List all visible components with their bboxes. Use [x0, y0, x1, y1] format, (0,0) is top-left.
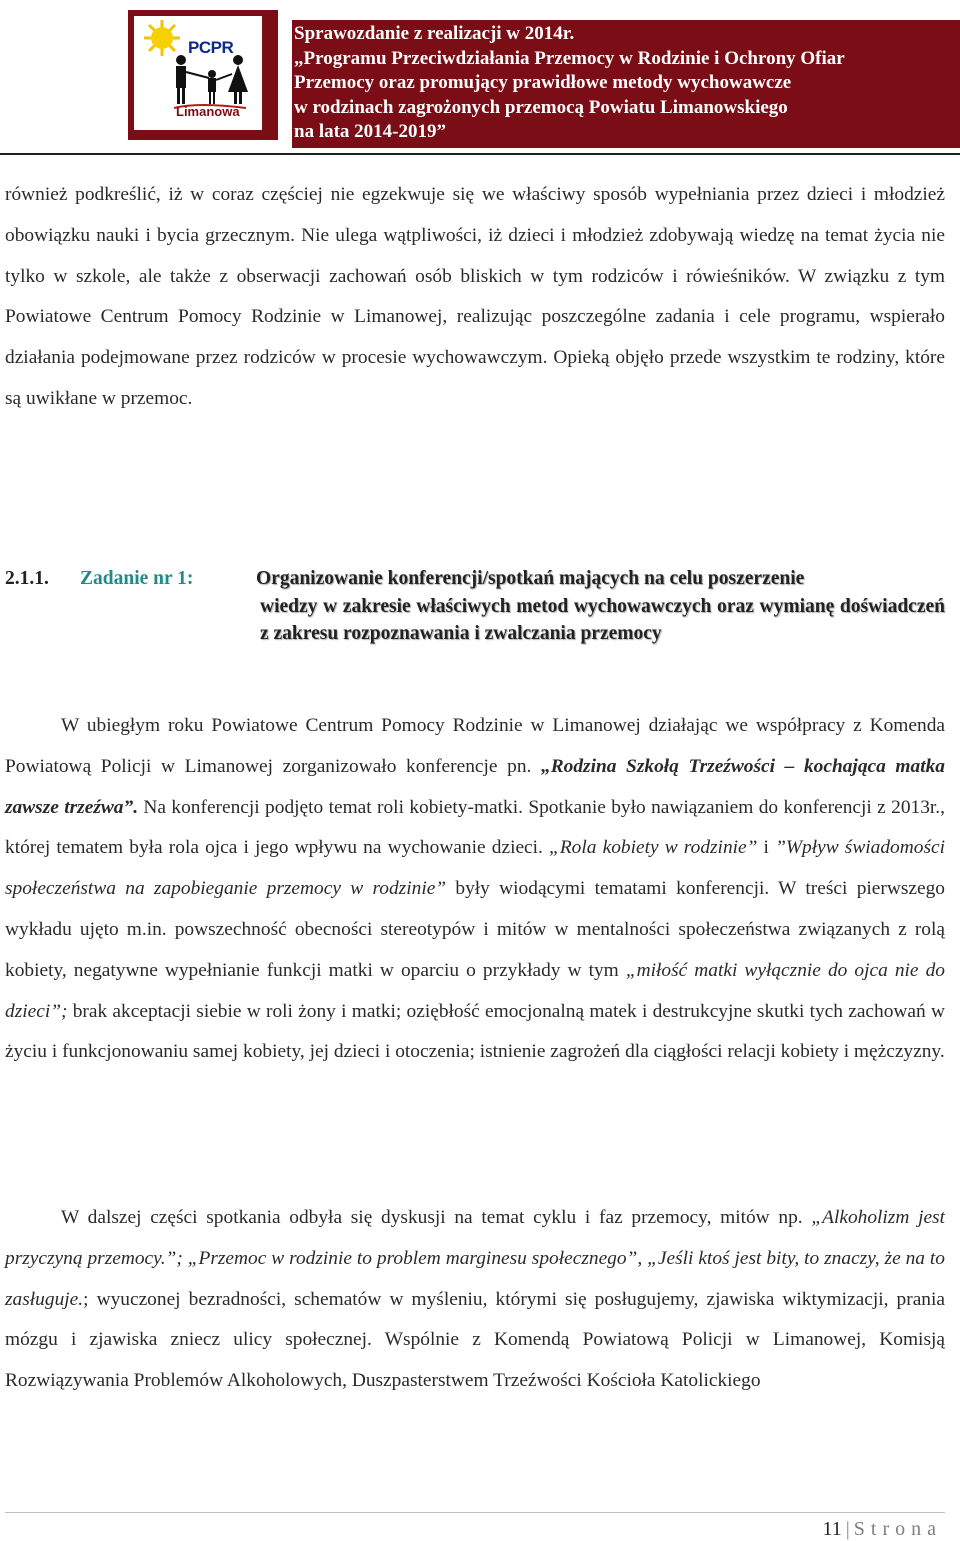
logo-text: PCPR: [188, 38, 234, 57]
report-title: [292, 20, 960, 148]
task-title-rest: wiedzy w zakresie właściwych metod wychowawczych oraz wymianę doświadczeń z zakresu rozpoznawania i zwalczania przemocy: [260, 595, 945, 644]
pcpr-logo: [128, 10, 278, 140]
report-title-line: „Programu Przeciwdziałania Przemocy w Rodzinie i Ochrony Ofiar: [294, 47, 845, 69]
report-title-line: Sprawozdanie z realizacji w 2014r.: [294, 23, 575, 44]
report-title-line: Przemocy oraz promujący prawidłowe metody wychowawcze: [294, 72, 792, 93]
text-run: i: [757, 837, 776, 859]
discussion-paragraph: [5, 1198, 945, 1402]
intro-paragraph: również podkreślić, iż w coraz częściej nie egzekwuje się we właściwy sposób wypełniania przez dzieci i młodzież obowiązku nauki i bycia grzecznym. Nie ulega wątpliwości, iż dzieci i młodzież zdobywają wiedzę na temat życia nie tylko w szkole, ale także z obserwacji zachowań osób bliskich w tym rodziców i rówieśników. W związku z tym Powiatowe Centrum Pomocy Rodzinie w Limanowej, realizując poszczególne zadania i cele programu, wspierało działania podejmowane przez rodziców w procesie wychowawczym. Opieką objęło przede wszystkim te rodziny, które są uwikłane w przemoc.: [5, 184, 945, 409]
footer-divider: [5, 1512, 945, 1513]
footer-separator: |: [845, 1518, 850, 1540]
quote-role: „Rola kobiety w rodzinie”: [549, 837, 758, 859]
logo-inner: [134, 16, 262, 130]
task-title: [256, 565, 945, 648]
text-run: Na konferencji podjęto temat roli kobiety-matki. Spotkanie było nawiązaniem do konferencji z 2013r., której tematem była rola ojca i jego wpływu na wychowanie dzieci.: [5, 796, 945, 859]
text-run: brak akceptacji siebie w roli żony i matki; oziębłość emocjonalną matek i destrukcyjne skutki tych zachowań w życiu i funkcjonowaniu samej kobiety, jej dzieci i otoczenia; istnienie zagrożeń dla ciągłości relacji kobiety i mężczyzny.: [5, 1000, 945, 1063]
task-number: 2.1.1.: [5, 568, 49, 589]
report-title-line: w rodzinach zagrożonych przemocą Powiatu Limanowskiego: [294, 96, 788, 118]
conference-paragraph: [5, 706, 945, 1073]
quote-awareness: ”Wpływ świadomości społeczeństwa na zapobieganie przemocy w rodzinie”: [5, 837, 945, 900]
myths-quote: „Alkoholizm jest przyczyną przemocy.”; „Przemoc w rodzinie to problem marginesu społecznego”, „Jeśli ktoś jest bity, to znaczy, że na to zasługuje.: [5, 1207, 945, 1310]
page-header: [0, 0, 960, 155]
task-label: Zadanie nr 1:: [80, 568, 194, 589]
text-run: W dalszej części spotkania odbyła się dyskusji na temat cyklu i faz przemocy, mitów np.: [61, 1207, 812, 1228]
page-footer: [823, 1518, 943, 1541]
page-number: 11: [822, 1518, 842, 1540]
text-run: ; wyuczonej bezradności, schematów w myśleniu, którymi się posługujemy, zjawiska wiktymizacji, prania mózgu i zjawiska zniecz ulicy społecznej. Wspólnie z Komendą Powiatową Policji w Limanowej, Komisją Rozwiązywania Problemów Alkoholowych, Duszpasterstwem Trzeźwości Kościoła Katolickiego: [5, 1288, 945, 1392]
quote-mother-love: „miłość matki wyłącznie do ojca nie do dzieci”;: [5, 959, 945, 1022]
conference-title: „Rodzina Szkołą Trzeźwości – kochająca matka zawsze trzeźwa”.: [5, 755, 945, 818]
text-run: W ubiegłym roku Powiatowe Centrum Pomocy Rodzinie w Limanowej działając we współpracy z Komenda Powiatową Policji w Limanowej zorganizowało konferencje pn.: [5, 715, 945, 777]
logo-subtitle: Limanowa: [176, 104, 240, 119]
report-title-line: na lata 2014-2019”: [294, 121, 446, 142]
task-title-first-line: Organizowanie konferencji/spotkań mających na celu poszerzenie: [256, 568, 805, 589]
page-word: Strona: [853, 1518, 942, 1540]
text-run: były wiodącymi tematami konferencji. W treści pierwszego wykładu ujęto m.in. powszechność obecności stereotypów i mitów w mentalności społeczeństwa związanych z rolą kobiety, negatywne wypełnianie funkcji matki w oparciu o przykłady w tym: [5, 878, 945, 981]
